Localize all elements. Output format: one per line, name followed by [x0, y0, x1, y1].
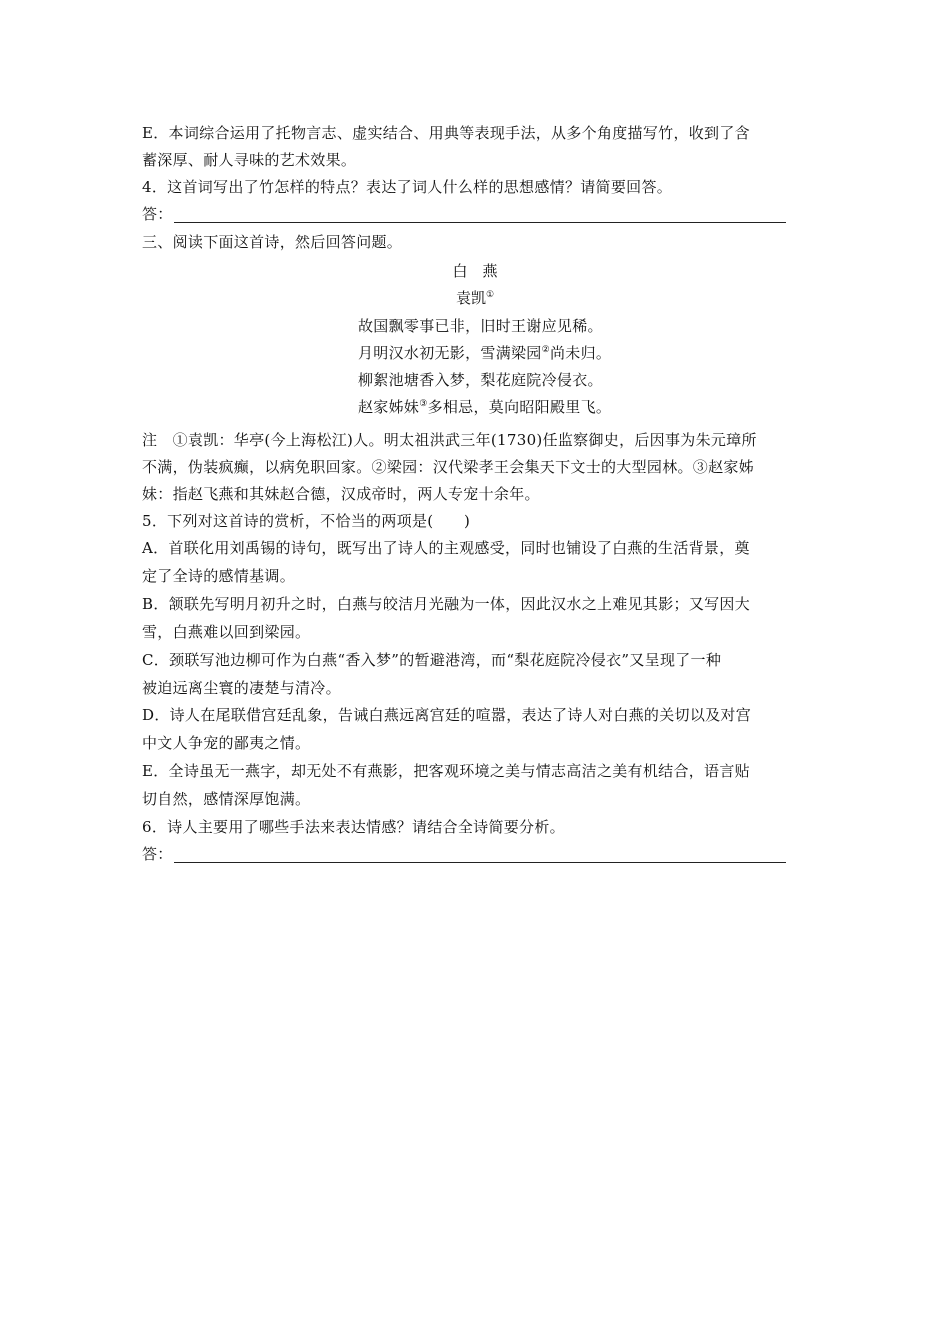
q4-question: 4．这首词写出了竹怎样的特点？表达了词人什么样的思想感情？请简要回答。: [142, 178, 673, 196]
q5-option-d-line1: D．诗人在尾联借宫廷乱象，告诫白燕远离宫廷的喧嚣，表达了诗人对白燕的关切以及对宫: [142, 706, 752, 724]
poem-line-4-note-mark: ③: [419, 399, 428, 409]
poem-line-2-part-b: 尚未归。: [549, 344, 612, 362]
poem-author: [0, 288, 950, 308]
q5-option-e-line1: E．全诗虽无一燕字，却无处不有燕影，把客观环境之美与情志高洁之美有机结合，语言贴: [142, 762, 750, 780]
section3-heading: 三、阅读下面这首诗，然后回答问题。: [142, 233, 403, 251]
poem-line-4-part-b: 多相忌，莫向昭阳殿里飞。: [427, 398, 612, 416]
q5-option-d-line2: 中文人争宠的鄙夷之情。: [142, 734, 311, 752]
poem-author-note-mark: ①: [485, 290, 495, 300]
q4-answer-line[interactable]: [174, 222, 786, 223]
poem-line-1: 故国飘零事已非，旧时王谢应见稀。: [358, 317, 603, 335]
q5-option-c-line1: C．颈联写池边柳可作为白燕“香入梦”的暂避港湾，而“梨花庭院冷侵衣”又呈现了一种: [142, 651, 722, 669]
q6-question: 6．诗人主要用了哪些手法来表达情感？请结合全诗简要分析。: [142, 818, 565, 836]
q3-option-e-line1: E．本词综合运用了托物言志、虚实结合、用典等表现手法，从多个角度描写竹，收到了含: [142, 124, 750, 142]
q5-option-a-line2: 定了全诗的感情基调。: [142, 567, 296, 585]
q3-option-e-line2: 蓄深厚、耐人寻味的艺术效果。: [142, 151, 357, 169]
q6-answer-label: 答：: [142, 845, 173, 863]
notes-line1: 注 ①袁凯：华亭(今上海松江)人。明太祖洪武三年(1730)任监察御史，后因事为朱元璋所: [142, 431, 757, 449]
q5-question: 5．下列对这首诗的赏析，不恰当的两项是( ): [142, 512, 471, 530]
poem-author-name: 袁凯: [455, 289, 486, 307]
poem-line-2-part-a: 月明汉水初无影，雪满梁园: [358, 344, 542, 362]
notes-line2: 不满，伪装疯癫，以病免职回家。②梁园：汉代梁孝王会集天下文士的大型园林。③赵家姊: [142, 458, 755, 476]
q5-option-c-line2: 被迫远离尘寰的凄楚与清冷。: [142, 679, 341, 697]
q5-option-b-line1: B．颔联先写明月初升之时，白燕与皎洁月光融为一体，因此汉水之上难见其影；又写因大: [142, 595, 751, 613]
poem-line-4: [358, 397, 611, 417]
poem-line-2-note-mark: ②: [541, 345, 550, 355]
q5-option-a-line1: A．首联化用刘禹锡的诗句，既写出了诗人的主观感受，同时也铺设了白燕的生活背景，奠: [142, 539, 750, 557]
q6-answer-line[interactable]: [174, 862, 786, 863]
q5-option-e-line2: 切自然，感情深厚饱满。: [142, 790, 311, 808]
notes-line3: 妹：指赵飞燕和其妹赵合德，汉成帝时，两人专宠十余年。: [142, 485, 540, 503]
q4-answer-label: 答：: [142, 205, 173, 223]
poem-title: 白 燕: [452, 262, 498, 280]
poem-line-2: [358, 343, 611, 363]
q5-option-b-line2: 雪，白燕难以回到梁园。: [142, 623, 311, 641]
poem-line-3: 柳絮池塘香入梦，梨花庭院冷侵衣。: [358, 371, 603, 389]
poem-line-4-part-a: 赵家姊妹: [358, 398, 420, 416]
